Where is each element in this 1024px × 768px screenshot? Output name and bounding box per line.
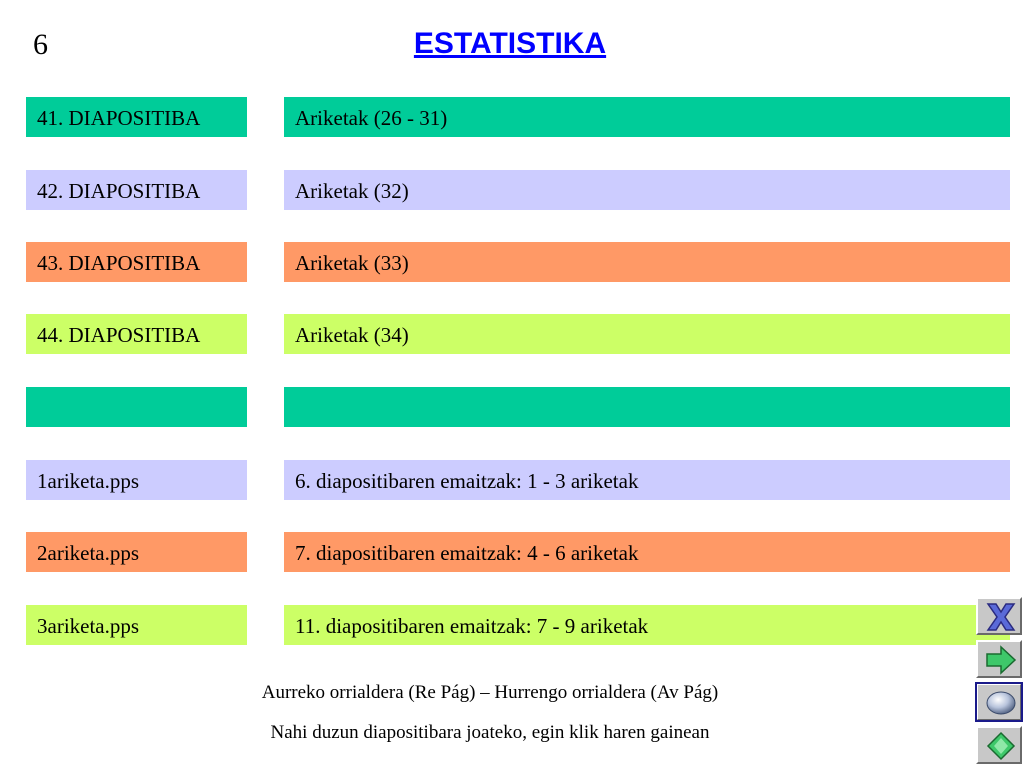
slide-link-42[interactable]: 42. DIAPOSITIBA (26, 170, 247, 210)
table-row (26, 314, 1010, 354)
table-row (26, 387, 1010, 427)
file-link-2ariketa[interactable]: 2ariketa.pps (26, 532, 247, 572)
slide-number: 6 (33, 28, 48, 61)
page-title-link[interactable]: ESTATISTIKA (413, 27, 607, 60)
slide-link-44[interactable]: 44. DIAPOSITIBA (26, 314, 247, 354)
slide-link-41[interactable]: 41. DIAPOSITIBA (26, 97, 247, 137)
results-link-slide-6[interactable]: 6. diapositibaren emaitzak: 1 - 3 ariketak (284, 460, 1010, 500)
empty-bar-left (26, 387, 247, 427)
slide-link-43[interactable]: 43. DIAPOSITIBA (26, 242, 247, 282)
home-icon (982, 687, 1020, 719)
table-row (26, 460, 1010, 500)
exercise-link-26-31[interactable]: Ariketak (26 - 31) (284, 97, 1010, 137)
back-arrow-icon (982, 730, 1020, 762)
close-icon (982, 601, 1020, 633)
table-row (26, 605, 1010, 645)
table-row (26, 242, 1010, 282)
close-button[interactable] (976, 597, 1022, 635)
next-arrow-icon (982, 644, 1020, 676)
file-link-1ariketa[interactable]: 1ariketa.pps (26, 460, 247, 500)
table-row (26, 532, 1010, 572)
home-button[interactable] (976, 683, 1022, 721)
results-link-slide-7[interactable]: 7. diapositibaren emaitzak: 4 - 6 ariketak (284, 532, 1010, 572)
table-row (26, 97, 1010, 137)
exercise-link-33[interactable]: Ariketak (33) (284, 242, 1010, 282)
exercise-link-34[interactable]: Ariketak (34) (284, 314, 1010, 354)
file-link-3ariketa[interactable]: 3ariketa.pps (26, 605, 247, 645)
previous-slide-button[interactable] (976, 726, 1022, 764)
results-link-slide-11[interactable]: 11. diapositibaren emaitzak: 7 - 9 ariketak (284, 605, 1010, 645)
table-row (26, 170, 1010, 210)
next-slide-button[interactable] (976, 640, 1022, 678)
footer-instruction-click: Nahi duzun diapositibara joateko, egin klik haren gainean (270, 722, 710, 743)
empty-bar-right (284, 387, 1010, 427)
footer-instruction-pages: Aurreko orrialdera (Re Pág) – Hurrengo orrialdera (Av Pág) (261, 682, 719, 703)
exercise-link-32[interactable]: Ariketak (32) (284, 170, 1010, 210)
